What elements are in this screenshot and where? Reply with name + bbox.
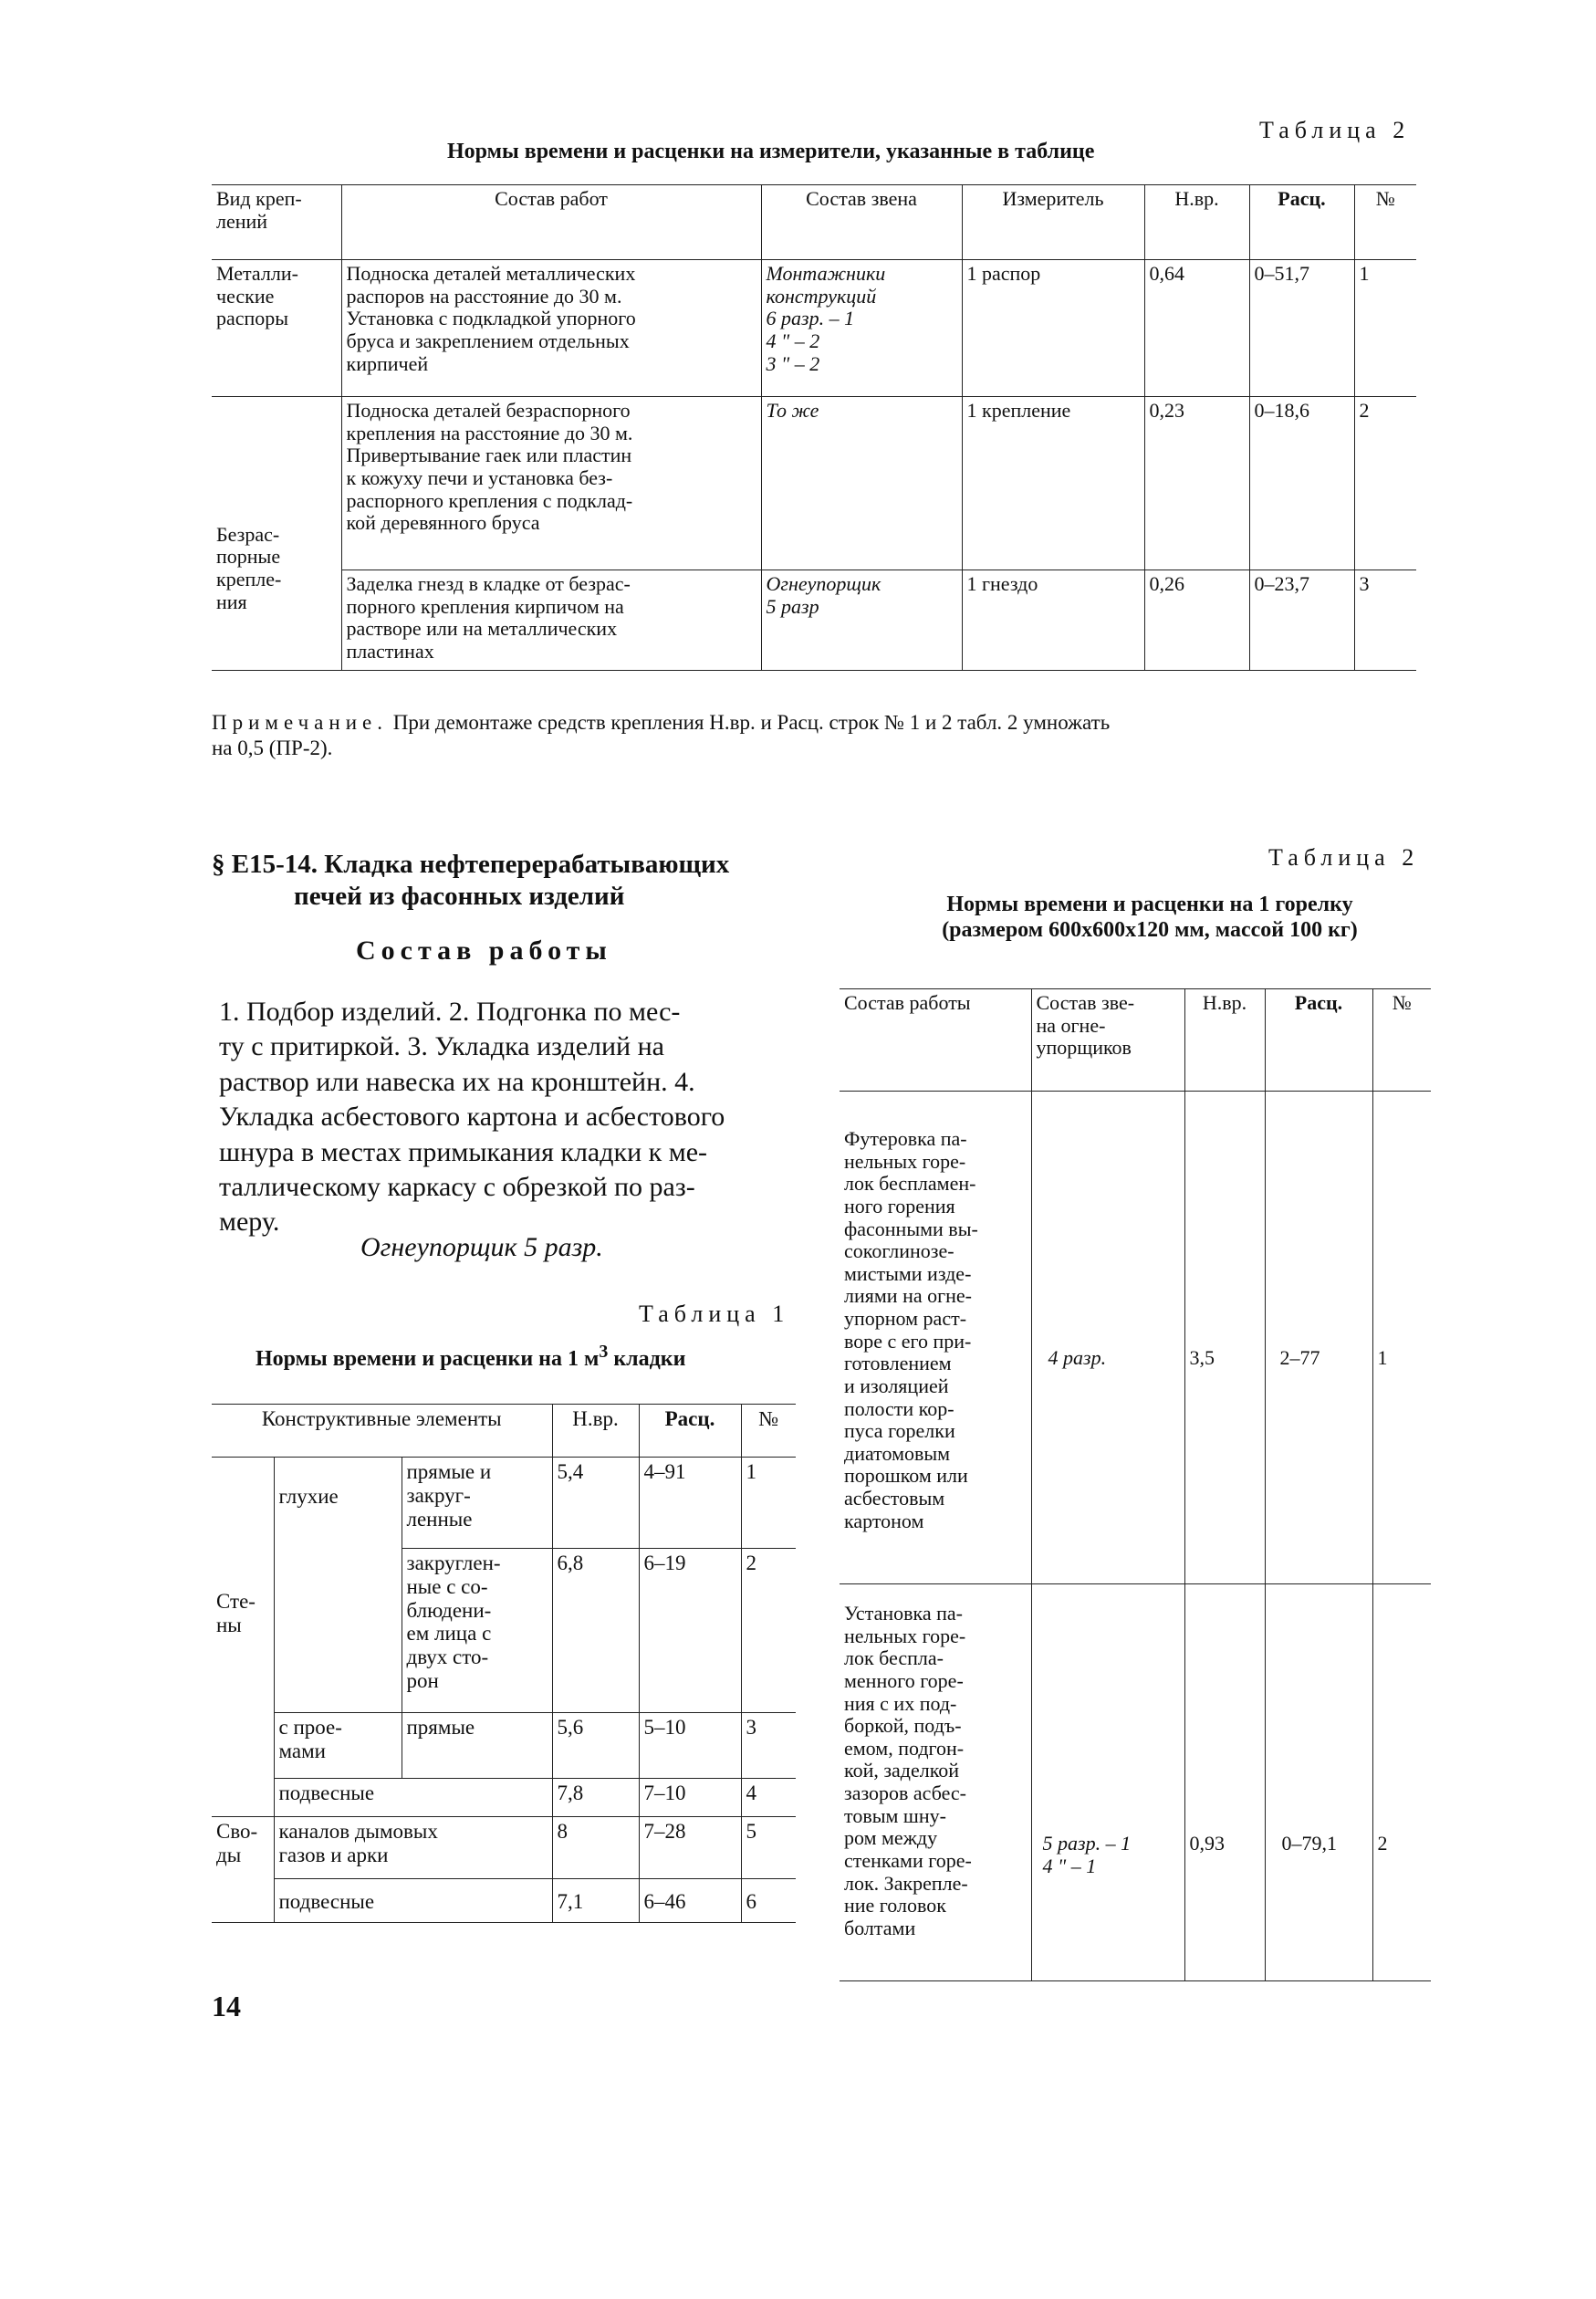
- top-header-work: Состав работ: [341, 185, 761, 260]
- top-header-no: №: [1354, 185, 1416, 260]
- top-table-label: Таблица 2: [1259, 117, 1411, 143]
- top-note: [212, 710, 1425, 760]
- table1-row5-label: каналов дымовых газов и арки: [274, 1817, 552, 1879]
- table-row: [212, 1713, 796, 1779]
- table2-caption-line2: (размером 600x600x120 мм, массой 100 кг): [942, 917, 1358, 942]
- table1-caption-main: Нормы времени и расценки на 1 м: [256, 1347, 600, 1371]
- table1-group-vaults: Сво- ды: [212, 1817, 274, 1923]
- top-row3-nvr: 0,26: [1144, 570, 1249, 671]
- section-title: [212, 849, 832, 913]
- table1-row6-label: подвесные: [274, 1879, 552, 1923]
- table2-row1-work: Футеровка па- нельных горе- лок беспламен- ного горения фасонными вы- сокоглинозе- мистыми изде- лиями на огне- упорном раст- воре с его при- готовлением и изоляцией полости кор- пуса горелки диатомовым порошком или асбестовым картоном: [840, 1092, 1031, 1584]
- table2-label: Таблица 2: [1268, 844, 1420, 871]
- table2-row2-work: Установка па- нельных горе- лок беспла- менного горе- ния с их под- боркой, подъ- емом, подгон- кой, заделкой зазоров асбес- товым шну- ром между стенками горе- лок. Закрепле- ние головок болтами: [840, 1584, 1031, 1981]
- table1-row6-nvr: 7,1: [552, 1879, 639, 1923]
- table1-header-nvr: Н.вр.: [552, 1405, 639, 1458]
- table1-sub-openings: с прое- мами: [274, 1713, 402, 1779]
- table2-caption: [867, 893, 1433, 943]
- top-header-rate: Расц.: [1249, 185, 1354, 260]
- top-row3-crew: Огнеупорщик 5 разр: [761, 570, 962, 671]
- section-crew: Огнеупорщик 5 разр.: [360, 1232, 603, 1262]
- top-row3-work: Заделка гнезд в кладке от безрас- порного крепления кирпичом на растворе или на металлических пластинах: [341, 570, 761, 671]
- table-row: [840, 1092, 1431, 1584]
- top-row2-work: Подноска деталей безраспорного крепления на расстояние до 30 м. Привертывание гаек или пластин к кожуху печи и установка без- распорного крепления с подклад- кой деревянного бруса: [341, 397, 761, 570]
- table1-row1-rate: 4–91: [639, 1458, 741, 1549]
- table-row: [212, 1879, 796, 1923]
- table-row: [212, 397, 1416, 570]
- top-row1-kind: Металли- ческие распоры: [212, 260, 341, 397]
- table2-header-crew: Состав зве- на огне- упорщиков: [1031, 989, 1184, 1092]
- table1-row1-nvr: 5,4: [552, 1458, 639, 1549]
- table1-caption-tail: кладки: [608, 1347, 686, 1371]
- top-header-kind: Вид креп- лений: [212, 185, 341, 260]
- top-row3-rate: 0–23,7: [1249, 570, 1354, 671]
- top-row1-nvr: 0,64: [1144, 260, 1249, 397]
- table2-header-work: Состав работы: [840, 989, 1031, 1092]
- section-body: 1. Подбор изделий. 2. Подгонка по мес- ту с притиркой. 3. Укладка изделий на раствор или навеска их на кронштейн. 4. Укладка асбестового картона и асбестового шнура в местах примыкания кладки к ме- таллическому каркасу с обрезкой по раз- меру.: [219, 997, 725, 1238]
- table1-row3-no: 3: [741, 1713, 796, 1779]
- top-row1-crew: Монтажники конструкций 6 разр. – 1 4 " – 2 3 " – 2: [761, 260, 962, 397]
- table2-row1-crew: 4 разр.: [1031, 1092, 1184, 1584]
- top-row1-rate: 0–51,7: [1249, 260, 1354, 397]
- table-row: [840, 1584, 1431, 1981]
- top-row3-unit: 1 гнездо: [962, 570, 1144, 671]
- top-table-caption: Нормы времени и расценки на измерители, указанные в таблице: [447, 140, 1095, 163]
- table1-header-row: [212, 1405, 796, 1458]
- table1-row2-nvr: 6,8: [552, 1549, 639, 1713]
- table1-group-walls: Сте- ны: [212, 1458, 274, 1817]
- table1-row4-nvr: 7,8: [552, 1779, 639, 1817]
- table1-header-rate: Расц.: [639, 1405, 741, 1458]
- table2-row1-rate: 2–77: [1265, 1092, 1372, 1584]
- section-subtitle: Состав работы: [356, 935, 612, 966]
- top-row2-no: 2: [1354, 397, 1416, 570]
- table1-caption-sup: 3: [599, 1342, 609, 1362]
- table2-header-nvr: Н.вр.: [1184, 989, 1265, 1092]
- table1-row2-rate: 6–19: [639, 1549, 741, 1713]
- table1-row6-no: 6: [741, 1879, 796, 1923]
- table1-row1-no: 1: [741, 1458, 796, 1549]
- table2-row1-no: 1: [1372, 1092, 1431, 1584]
- table1-row3-label: прямые: [402, 1713, 552, 1779]
- table-row: [212, 260, 1416, 397]
- top-header-nvr: Н.вр.: [1144, 185, 1249, 260]
- top-row2-nvr: 0,23: [1144, 397, 1249, 570]
- table1-row4-rate: 7–10: [639, 1779, 741, 1817]
- top-header-unit: Измеритель: [962, 185, 1144, 260]
- table1-row5-rate: 7–28: [639, 1817, 741, 1879]
- table-row: [212, 1817, 796, 1879]
- table2-header-rate: Расц.: [1265, 989, 1372, 1092]
- page-number: 14: [212, 1990, 241, 2022]
- table1-caption: [256, 1342, 685, 1372]
- top-row3-no: 3: [1354, 570, 1416, 671]
- top-table: [212, 184, 1416, 671]
- section-title-line2: печей из фасонных изделий: [294, 881, 625, 911]
- table2-header-row: [840, 989, 1431, 1092]
- table2: [840, 988, 1431, 1981]
- table1-row1-label: прямые и закруг- ленные: [402, 1458, 552, 1549]
- top-row2-kind: Безрас- порные крепле- ния: [212, 397, 341, 671]
- table1-header-no: №: [741, 1405, 796, 1458]
- table2-row2-nvr: 0,93: [1184, 1584, 1265, 1981]
- table2-row2-rate: 0–79,1: [1265, 1584, 1372, 1981]
- table2-header-no: №: [1372, 989, 1431, 1092]
- top-row2-unit: 1 крепление: [962, 397, 1144, 570]
- table1-row4-no: 4: [741, 1779, 796, 1817]
- table1-row2-no: 2: [741, 1549, 796, 1713]
- table-row: [212, 1458, 796, 1549]
- top-row1-unit: 1 распор: [962, 260, 1144, 397]
- table1: [212, 1404, 796, 1923]
- section-title-line1: § Е15-14. Кладка нефтеперерабатывающих: [212, 850, 730, 879]
- table-row: [212, 1779, 796, 1817]
- table1-row3-nvr: 5,6: [552, 1713, 639, 1779]
- table1-row3-rate: 5–10: [639, 1713, 741, 1779]
- top-note-label: Примечание.: [212, 711, 388, 734]
- table2-row1-nvr: 3,5: [1184, 1092, 1265, 1584]
- top-row2-rate: 0–18,6: [1249, 397, 1354, 570]
- table1-row5-nvr: 8: [552, 1817, 639, 1879]
- top-table-header-row: [212, 185, 1416, 260]
- table1-row4-label: подвесные: [274, 1779, 552, 1817]
- top-header-crew: Состав звена: [761, 185, 962, 260]
- table1-row5-no: 5: [741, 1817, 796, 1879]
- top-row2-crew: То же: [761, 397, 962, 570]
- table1-row2-label: закруглен- ные с со- блюдени- ем лица с двух сто- рон: [402, 1549, 552, 1713]
- table1-sub-blind: глухие: [274, 1458, 402, 1713]
- top-row1-no: 1: [1354, 260, 1416, 397]
- table2-row2-crew: 5 разр. – 1 4 " – 1: [1031, 1584, 1184, 1981]
- top-row1-work: Подноска деталей металлических распоров на расстояние до 30 м. Установка с подкладкой упорного бруса и закреплением отдельных кирпичей: [341, 260, 761, 397]
- table1-row6-rate: 6–46: [639, 1879, 741, 1923]
- table2-row2-no: 2: [1372, 1584, 1431, 1981]
- table1-header-elements: Конструктивные элементы: [212, 1405, 552, 1458]
- top-note-text: При демонтаже средств крепления Н.вр. и Расц. строк № 1 и 2 табл. 2 умножать на 0,5 (ПР-2).: [212, 711, 1111, 759]
- table2-caption-line1: Нормы времени и расценки на 1 горелку: [946, 893, 1353, 916]
- table-row: [212, 570, 1416, 671]
- table1-label: Таблица 1: [639, 1301, 790, 1327]
